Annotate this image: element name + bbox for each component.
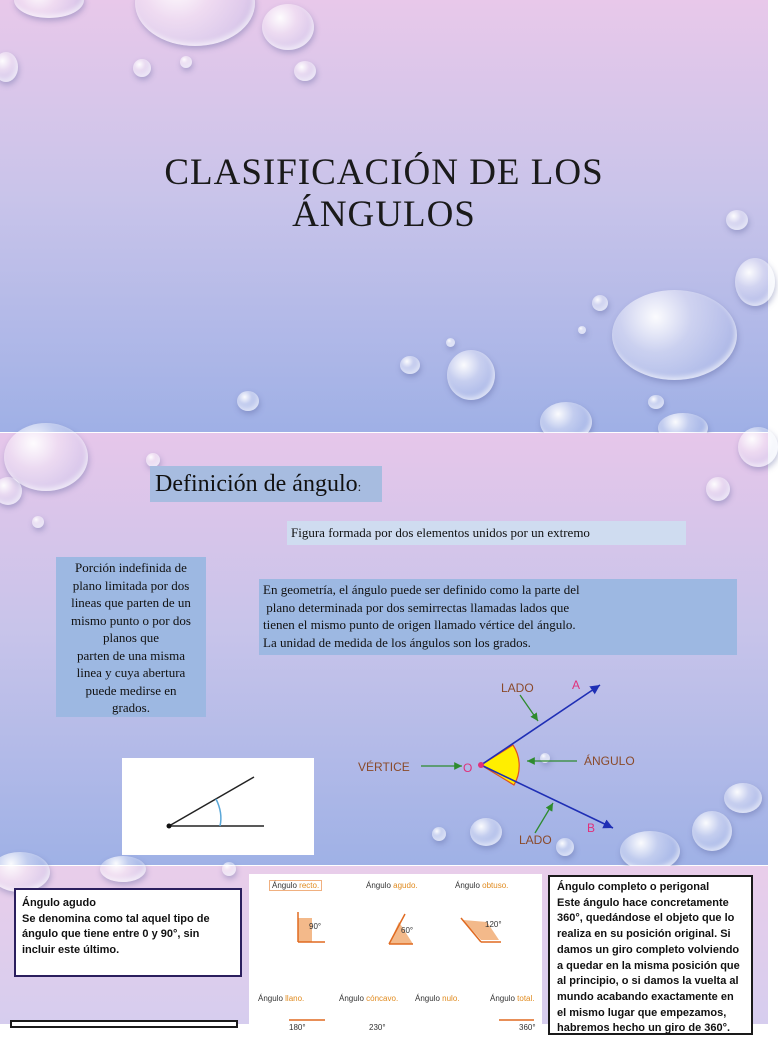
obtuso-degrees: 120° [485, 920, 502, 929]
angulo-label: ÁNGULO [584, 754, 635, 768]
agudo-label: Ángulo agudo. [366, 881, 418, 890]
vertice-label: VÉRTICE [358, 760, 410, 774]
complete-angle-card: Ángulo completo o perigonal Este ángulo hace concretamente 360°, quedándose el objeto que lo realiza en su posición original. Si damos un giro completo volviendo a quedar en la misma posición que al principio, o si damos la vuelta al mundo acabando exactamente en el mismo lugar que empezamos, habremos hecho un giro de 360°. [548, 875, 753, 1035]
plane-portion-text: Porción indefinida de plano limitada por dos lineas que parten de un mismo punto o por dos planos que parten de una misma linea y cuya abertura puede medirse en grados. [56, 557, 206, 717]
slide-definition [0, 433, 768, 865]
figure-definition-text: Figura formada por dos elementos unidos por un extremo [287, 521, 686, 545]
concavo-label: Ángulo cóncavo. [339, 994, 399, 1003]
slide-title [0, 0, 768, 432]
total-degrees: 360° [519, 1023, 536, 1032]
simple-angle-image [122, 758, 314, 855]
concavo-degrees: 230° [369, 1023, 386, 1032]
point-o-label: O [463, 761, 473, 775]
point-b-label: B [587, 821, 596, 835]
recto-degrees: 90° [309, 922, 322, 931]
acute-angle-title: Ángulo agudo [22, 897, 96, 909]
recto-label: Ángulo recto. [269, 880, 322, 891]
nulo-label: Ángulo nulo. [415, 994, 460, 1003]
vertex-point [478, 762, 484, 768]
lado-bottom-label: LADO [519, 833, 552, 847]
definition-heading: Definición de ángulo: [150, 466, 382, 502]
angle-fill [481, 745, 519, 785]
acute-angle-card: Ángulo agudo Se denomina como tal aquel tipo de ángulo que tiene entre 0 y 90°, sin incluir este último. [14, 888, 242, 977]
point-a-label: A [572, 678, 581, 692]
angle-parts-diagram [355, 673, 645, 853]
agudo-degrees: 60° [401, 926, 414, 935]
page-title [84, 152, 684, 236]
ray-a [481, 685, 600, 765]
obtuso-label: Ángulo obtuso. [455, 881, 509, 890]
angle-types-image [249, 874, 542, 1032]
llano-degrees: 180° [289, 1023, 306, 1032]
simple-angle-icon [122, 758, 314, 855]
total-label: Ángulo total. [490, 994, 535, 1003]
lado-top-label: LADO [501, 681, 534, 695]
complete-angle-title: Ángulo completo o perigonal [557, 881, 710, 893]
llano-label: Ángulo llano. [258, 994, 305, 1003]
geometry-definition-text: En geometría, el ángulo puede ser definido como la parte del plano determinada por dos semirrectas llamadas lados que tienen el mismo punto de origen llamado vértice del ángulo. La unidad de medida de los ángulos son los grados. [259, 579, 737, 655]
title-line-2: ÁNGULOS [292, 194, 476, 235]
next-card-edge [10, 1020, 238, 1028]
slide-classification [0, 866, 768, 1035]
ray-b [481, 765, 613, 828]
title-line-1: CLASIFICACIÓN DE LOS [164, 152, 604, 193]
